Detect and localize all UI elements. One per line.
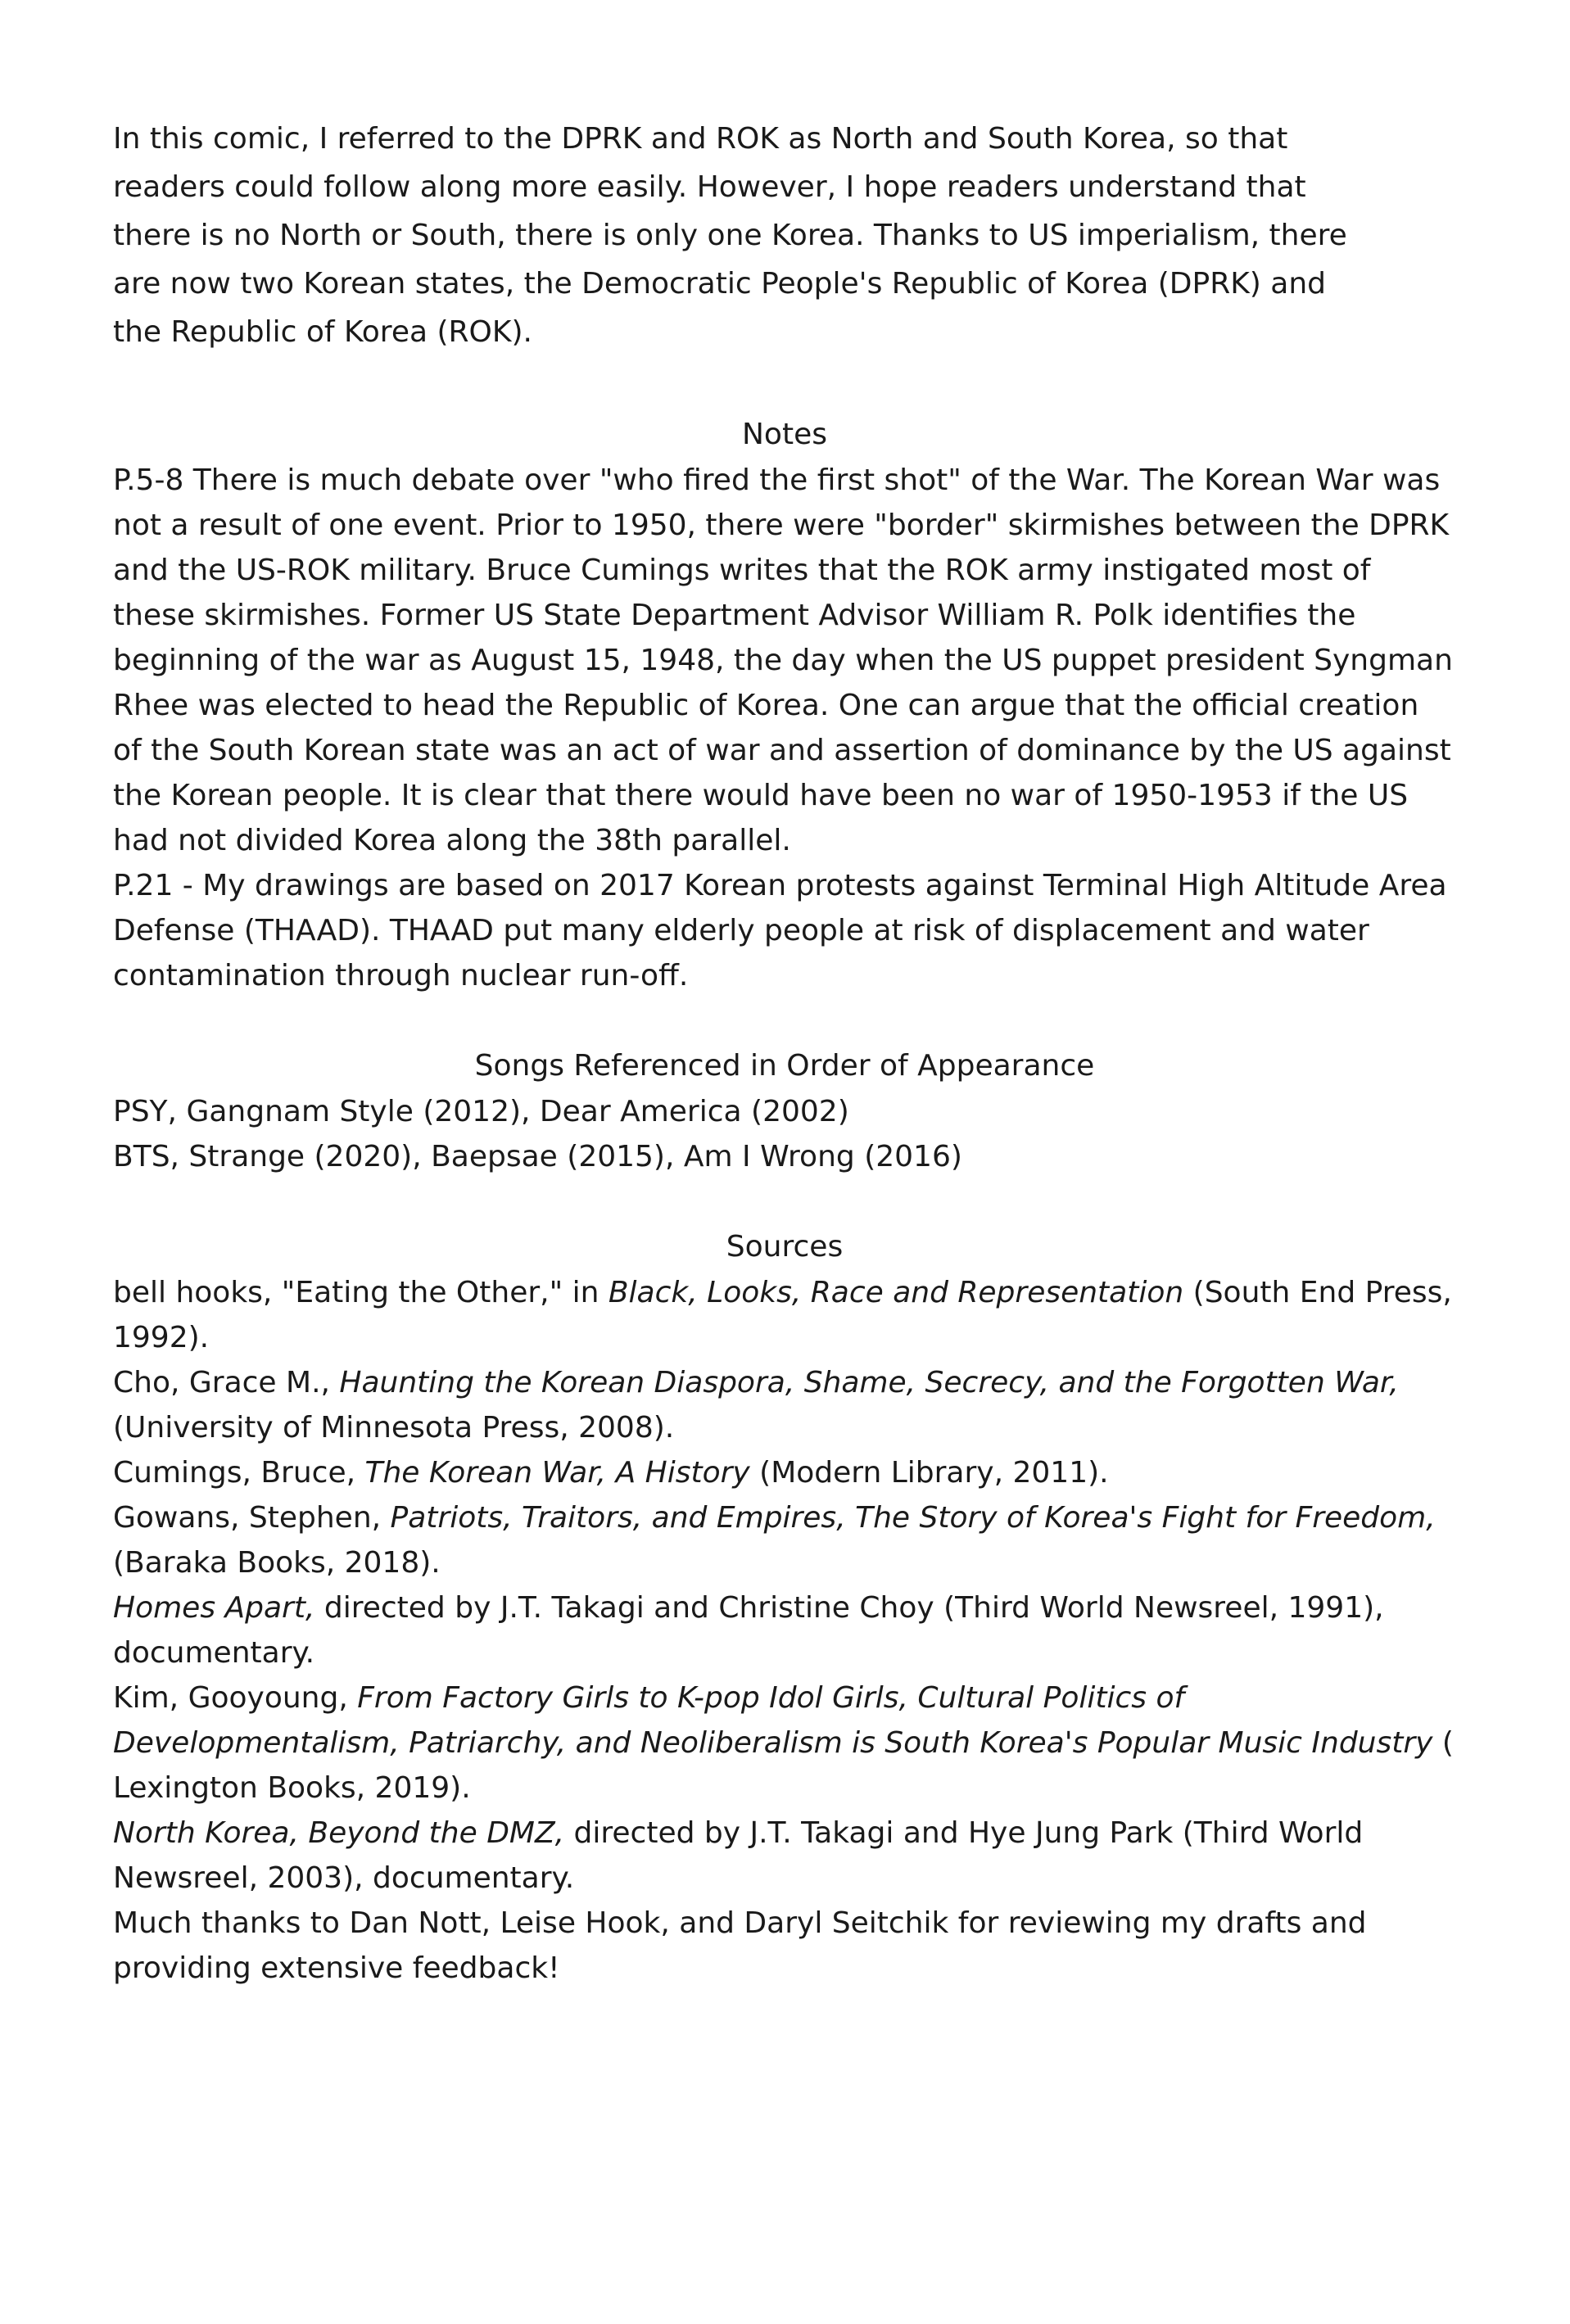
source-publisher: (Baraka Books, 2018). — [113, 1546, 441, 1580]
source-author: Kim, Gooyoung, — [113, 1681, 358, 1715]
source-entry — [113, 1675, 1456, 1811]
source-title: Patriots, Traitors, and Empires, The Story of Korea's Fight for Freedom, — [390, 1501, 1436, 1535]
source-entry — [113, 1450, 1456, 1495]
song-line-psy: PSY, Gangnam Style (2012), Dear America (2002) — [113, 1095, 849, 1128]
source-entry — [113, 1585, 1456, 1675]
intro-paragraph: In this comic, I referred to the DPRK and ROK as North and South Korea, so that readers could follow along more easily. However, I hope readers understand that there is no North or South, there is only one Korea. Thanks to US imperialism, there are now two Korean states, the Democratic People's Republic of Korea (DPRK) and the Republic of Korea (ROK). — [113, 122, 1357, 349]
source-author: Gowans, Stephen, — [113, 1501, 391, 1535]
source-title: Haunting the Korean Diaspora, Shame, Secrecy, and the Forgotten War, — [339, 1366, 1399, 1399]
source-publisher: directed by J.T. Takagi and Hye Jung Park (Third World Newsreel, 2003), documentary. — [113, 1816, 1364, 1895]
acknowledgements-paragraph: Much thanks to Dan Nott, Leise Hook, and Daryl Seitchik for reviewing my drafts and providing extensive feedback! — [113, 1906, 1367, 1985]
source-title: From Factory Girls to K-pop Idol Girls, Cultural Politics of Developmentalism, Patriarchy, and Neoliberalism is South Korea's Popular Music Industry — [113, 1681, 1433, 1760]
afterword-page — [113, 115, 1456, 1991]
notes-heading: Notes — [742, 418, 827, 451]
songs-heading: Songs Referenced in Order of Appearance — [474, 1049, 1095, 1083]
sources-list — [113, 1270, 1456, 1901]
notes-paragraph-2: P.21 - My drawings are based on 2017 Korean protests against Terminal High Altitude Area Defense (THAAD). THAAD put many elderly people at risk of displacement and water contamination through nuclear run-off. — [113, 869, 1447, 992]
source-author: Cho, Grace M., — [113, 1366, 340, 1399]
source-entry — [113, 1811, 1456, 1901]
source-publisher: (Modern Library, 2011). — [749, 1456, 1109, 1490]
source-publisher: directed by J.T. Takagi and Christine Choy (Third World Newsreel, 1991), documentary. — [113, 1591, 1384, 1670]
source-title: The Korean War, A History — [364, 1456, 750, 1490]
source-entry — [113, 1360, 1456, 1450]
source-publisher: (South End Press, 1992). — [113, 1276, 1452, 1354]
source-title: Homes Apart, — [113, 1591, 315, 1625]
notes-paragraph-1: P.5-8 There is much debate over "who fired the first shot" of the War. The Korean War was not a result of one event. Prior to 1950, there were "border" skirmishes between the DPRK and the US-ROK military. Bruce Cumings writes that the ROK army instigated most of these skirmishes. Former US State Department Advisor William R. Polk identifies the beginning of the war as August 15, 1948, the day when the US puppet president Syngman Rhee was elected to head the Republic of Korea. One can argue that the official creation of the South Korean state was an act of war and assertion of dominance by the US against the Korean people. It is clear that there would have been no war of 1950-1953 if the US had not divided Korea along the 38th parallel. — [113, 463, 1453, 857]
source-entry — [113, 1270, 1456, 1360]
song-line-bts: BTS, Strange (2020), Baepsae (2015), Am I Wrong (2016) — [113, 1140, 962, 1173]
source-publisher: ( Lexington Books, 2019). — [113, 1726, 1454, 1805]
source-author: bell hooks, "Eating the Other," in — [113, 1276, 609, 1309]
source-title: North Korea, Beyond the DMZ, — [113, 1816, 565, 1850]
source-publisher: (University of Minnesota Press, 2008). — [113, 1411, 675, 1445]
source-author: Cumings, Bruce, — [113, 1456, 365, 1490]
source-entry — [113, 1495, 1456, 1585]
sources-heading: Sources — [726, 1230, 844, 1264]
source-title: Black, Looks, Race and Representation — [608, 1276, 1184, 1309]
